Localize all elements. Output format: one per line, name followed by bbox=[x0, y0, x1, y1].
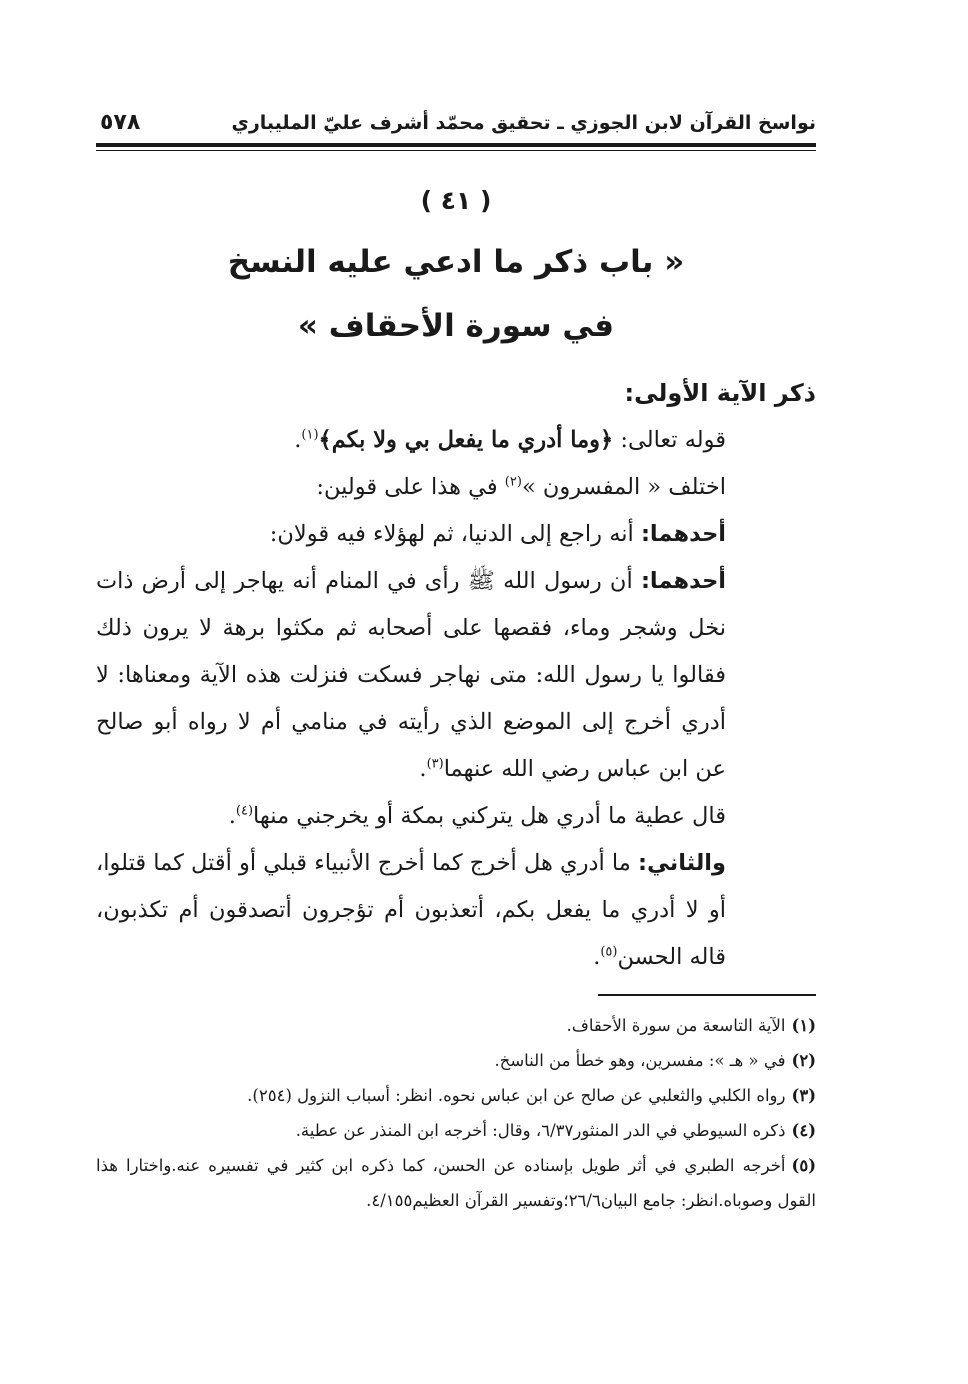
paragraph-text: قال عطية ما أدري هل يتركني بمكة أو يخرجني منها bbox=[253, 803, 726, 829]
footnote-text: أخرجه الطبري في أثر طويل بإسناده عن الحسن، كما ذكره ابن كثير في تفسيره عنه.واختارا هذا القول وصوباه.انظر: جامع البيان٢٦/٦؛وتفسير القرآن العظيم٤/١٥٥. bbox=[96, 1156, 816, 1210]
paragraph-text: أن رسول الله ﷺ رأى في المنام أنه يهاجر إلى أرض ذات نخل وشجر وماء، فقصها على أصحابه ثم مكثوا برهة لا يرون ذلك فقالوا يا رسول الله: متى نهاجر فسكت فنزلت هذه الآية ومعناها: لا أدري أخرج إلى الموضع الذي رأيته في منامي أم لا رواه أبو صالح عن ابن عباس رضي الله عنهما bbox=[96, 568, 726, 782]
footnote-number: (٤) bbox=[791, 1121, 816, 1140]
verse-intro: قوله تعالى: bbox=[613, 427, 726, 453]
quran-verse: ﴿وما أدري ما يفعل بي ولا بكم﴾ bbox=[318, 427, 614, 453]
paragraph-disagreement bbox=[96, 464, 816, 511]
footnotes bbox=[96, 1008, 816, 1218]
main-text bbox=[96, 370, 816, 981]
paragraph-text: في هذا على قولين: bbox=[316, 474, 505, 500]
footnote-text: في « هـ »: مفسرين، وهو خطأ من الناسخ. bbox=[494, 1051, 786, 1070]
verse-paragraph bbox=[96, 417, 816, 464]
footnote-text: ذكره السيوطي في الدر المنثور٦/٣٧، وقال: أخرجه ابن المنذر عن عطية. bbox=[295, 1121, 786, 1140]
footnote bbox=[96, 1078, 816, 1113]
paragraph-text: أنه راجع إلى الدنيا، ثم لهؤلاء فيه قولان: bbox=[269, 521, 641, 547]
paragraph-lead: أحدهما: bbox=[640, 521, 726, 547]
paragraph-lead: أحدهما: bbox=[640, 568, 726, 594]
footnote-ref-2[interactable]: (٢) bbox=[504, 474, 522, 490]
footnote-ref-1[interactable]: (١) bbox=[301, 427, 319, 443]
running-header bbox=[96, 108, 816, 148]
footnote-number: (٢) bbox=[791, 1051, 816, 1070]
footnote-ref-5[interactable]: (٥) bbox=[600, 944, 618, 960]
verse-end: . bbox=[294, 427, 302, 453]
footnote bbox=[96, 1008, 816, 1043]
footnote bbox=[96, 1148, 816, 1218]
paragraph-atiyya bbox=[96, 793, 816, 840]
header-rule-thick bbox=[96, 143, 816, 147]
paragraph-lead: والثاني: bbox=[638, 850, 726, 876]
paragraph-end: . bbox=[228, 803, 236, 829]
footnote-number: (٥) bbox=[791, 1156, 816, 1175]
paragraph-end: . bbox=[593, 944, 601, 970]
paragraph-first-opinion bbox=[96, 511, 816, 558]
paragraph-second-opinion bbox=[96, 840, 816, 981]
running-title: نواسخ القرآن لابن الجوزي ـ تحقيق محمّد أشرف عليّ المليباري bbox=[231, 112, 816, 134]
section-heading: ذكر الآية الأولى: bbox=[624, 379, 816, 407]
footnote bbox=[96, 1113, 816, 1148]
footnote-number: (١) bbox=[791, 1016, 816, 1035]
footnote-ref-4[interactable]: (٤) bbox=[235, 803, 254, 819]
chapter-title-line-2: في سورة الأحقاف » bbox=[297, 308, 615, 344]
paragraph-first-sub-opinion bbox=[96, 558, 816, 793]
paragraph-end: . bbox=[419, 756, 427, 782]
footnote-ref-3[interactable]: (٣) bbox=[426, 756, 444, 772]
footnote-number: (٣) bbox=[791, 1086, 816, 1105]
chapter-title-line-1: « باب ذكر ما ادعي عليه النسخ bbox=[227, 244, 685, 280]
book-page bbox=[96, 108, 816, 1348]
footnote-text: رواه الكلبي والثعلبي عن صالح عن ابن عباس نحوه. انظر: أسباب النزول (٢٥٤). bbox=[247, 1086, 786, 1105]
paragraph-text: اختلف « المفسرون » bbox=[521, 474, 726, 500]
chapter-number: ( ٤١ ) bbox=[420, 186, 492, 215]
footnote-text: الآية التاسعة من سورة الأحقاف. bbox=[566, 1016, 786, 1035]
page-number: ٥٧٨ bbox=[100, 110, 141, 135]
footnote-separator bbox=[598, 994, 816, 996]
paragraph-text: ما أدري هل أخرج كما أخرج الأنبياء قبلي أو أقتل كما قتلوا، أو لا أدري ما يفعل بكم، أتعذبون أم تؤجرون أتصدقون أم تكذبون، قاله الحسن bbox=[96, 850, 726, 970]
header-rule-thin bbox=[96, 150, 816, 151]
footnote bbox=[96, 1043, 816, 1078]
